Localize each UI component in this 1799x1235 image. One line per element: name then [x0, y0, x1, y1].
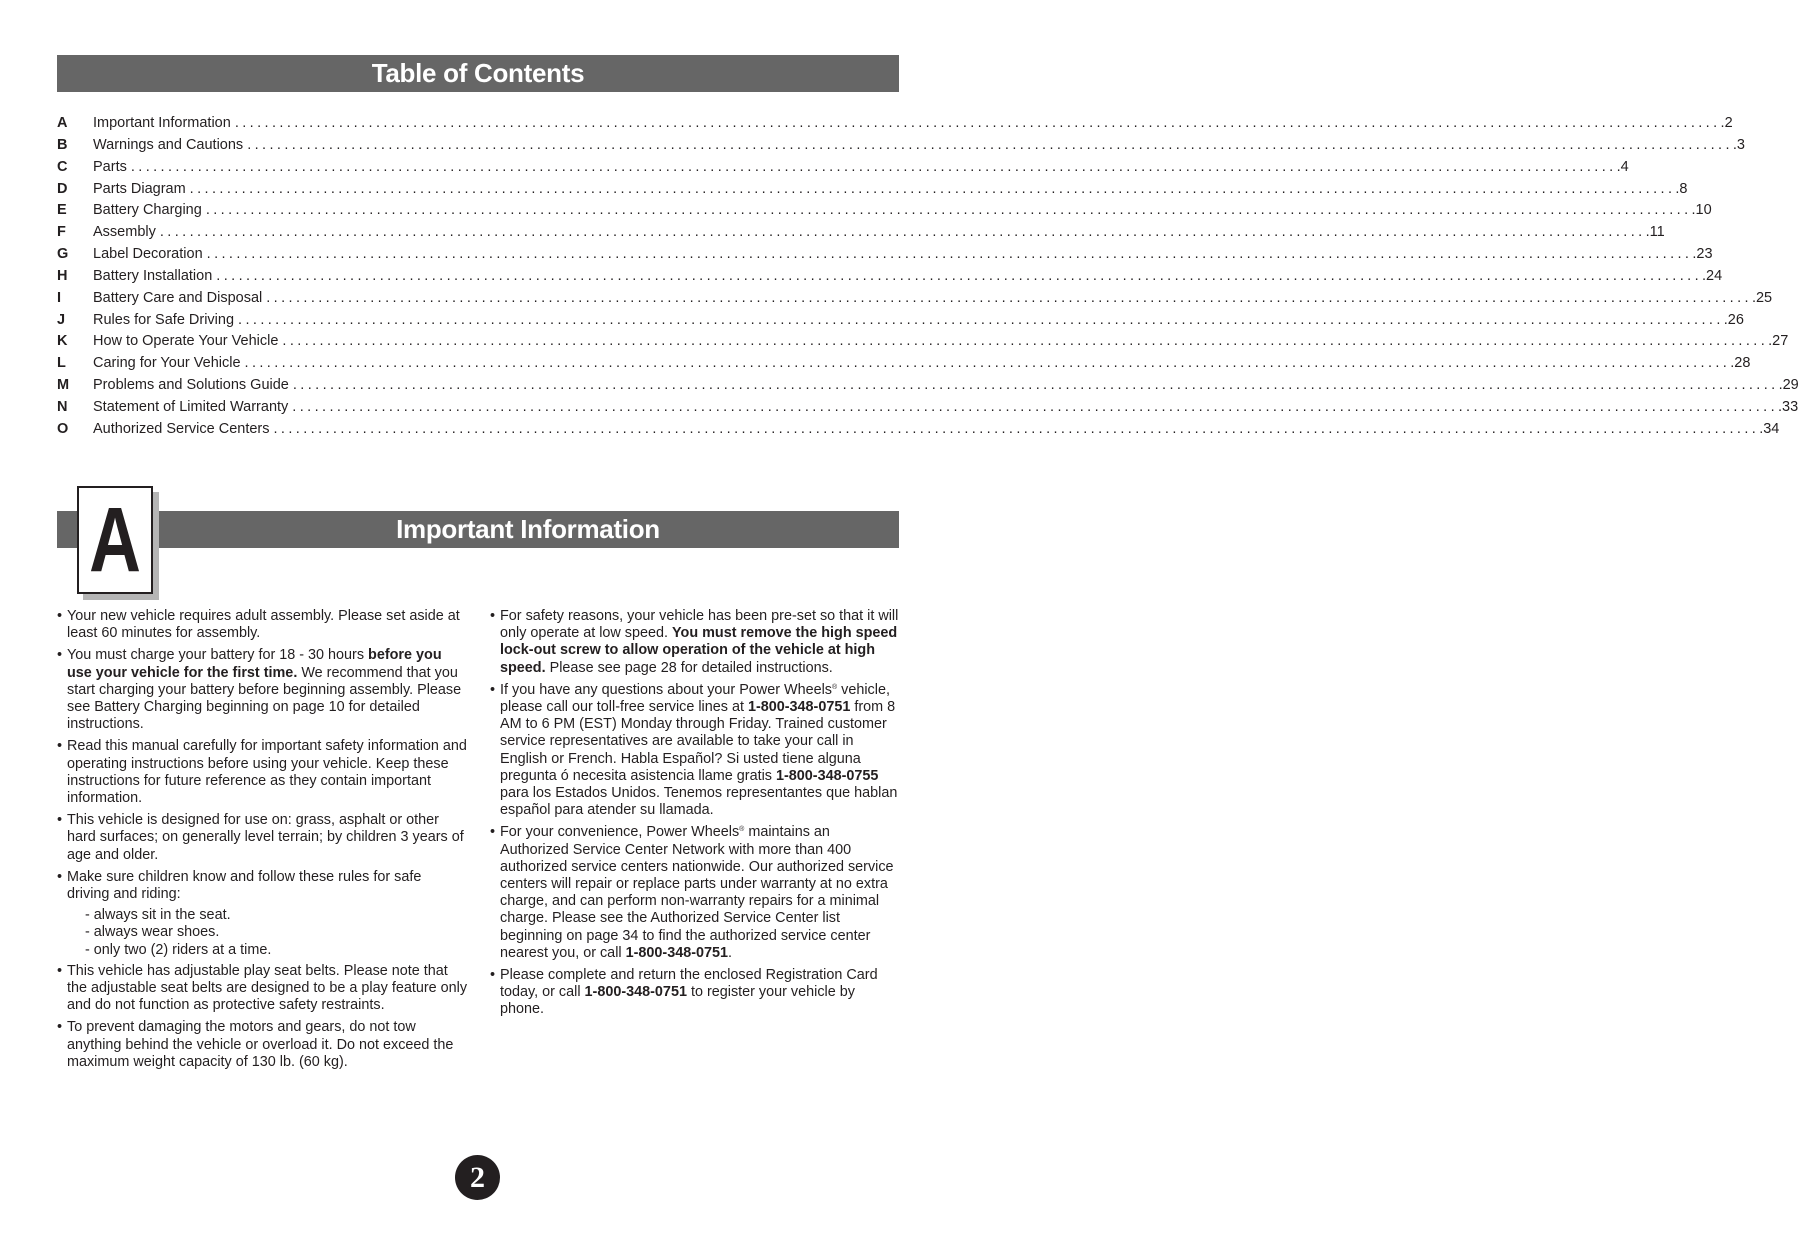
- toc-entry: [57, 311, 1744, 334]
- bullet-bold-text: before you use your vehicle for the first time.: [67, 647, 442, 681]
- toc-entry: [57, 180, 1688, 203]
- toc-entry-title: Authorized Service Centers: [93, 420, 270, 437]
- list-item: [490, 824, 900, 962]
- toc-leader-dots: ........................................................................................................................................................................................................: [266, 289, 1752, 306]
- safety-rules-sublist: [57, 907, 467, 959]
- toc-entry-title: Problems and Solutions Guide: [93, 377, 289, 394]
- toc-entry-letter: K: [57, 333, 68, 350]
- right-column: [490, 608, 900, 1024]
- toc-entry-page: .4: [1616, 158, 1629, 175]
- toc-entry-page: .8: [1675, 180, 1688, 197]
- toc-leader-dots: ........................................................................................................................................................................................................: [189, 180, 1676, 197]
- toc-entry: [57, 224, 1665, 246]
- toc-heading-banner: [57, 55, 899, 92]
- bullet-text: from 8 AM to 6 PM (EST) Monday through Friday. Trained customer service representatives are available to take your call in English or French. Habla Español? Si usted tiene alguna pregunta ó necesita asistencia llame gratis: [500, 699, 896, 784]
- toc-entry-title: How to Operate Your Vehicle: [93, 333, 279, 350]
- sub-item: - only two (2) riders at a time.: [85, 941, 272, 958]
- bullet-text: .: [728, 944, 733, 961]
- toc-entry-letter: L: [57, 355, 66, 372]
- toc-entry-letter: N: [57, 398, 68, 415]
- toc-leader-dots: ........................................................................................................................................................................................................: [292, 398, 1779, 415]
- bullet-text: Your new vehicle requires adult assembly. Please set aside at least 60 minutes for assembly.: [67, 608, 460, 642]
- section-letter-box: [77, 486, 153, 594]
- bullet-text: maintains an Authorized Service Center Network with more than 400 authorized service centers nationwide. Our authorized service centers will repair or replace parts under warranty at no extra charge, and can perform non-warranty repairs for a minimal charge. Please see the Authorized Service Center list beginning on page 34 to find the authorized service center nearest you, or call: [500, 824, 894, 961]
- toc-leader-dots: ........................................................................................................................................................................................................: [159, 224, 1646, 241]
- registered-mark: ®: [739, 826, 745, 834]
- toc-entry-title: Assembly: [93, 224, 156, 241]
- toc-entry: [57, 158, 1629, 181]
- phone-number: 1-800-348-0751: [584, 984, 687, 1001]
- toc-entry-letter: H: [57, 267, 68, 284]
- toc-entry-title: Battery Installation: [93, 267, 213, 284]
- bullet-text: vehicle, please call our toll-free service lines at: [500, 681, 890, 716]
- toc-leader-dots: ........................................................................................................................................................................................................: [216, 267, 1703, 284]
- list-item: [490, 608, 900, 677]
- bullet-text: You must charge your battery for 18 - 30 hours: [67, 647, 369, 664]
- toc-leader-dots: ........................................................................................................................................................................................................: [282, 333, 1769, 350]
- bullet-text: If you have any questions about your Power Wheels: [500, 681, 832, 698]
- bullet-text: For safety reasons, your vehicle has been pre-set so that it will only operate at low speed.: [500, 608, 899, 642]
- toc-entry: [57, 289, 1773, 312]
- left-column: [57, 608, 467, 1076]
- toc-entry-page: .28: [1730, 355, 1751, 372]
- toc-entry-letter: J: [57, 311, 66, 328]
- toc-leader-dots: ........................................................................................................................................................................................................: [273, 420, 1760, 437]
- list-item: [57, 963, 467, 1015]
- section-heading-banner: [57, 511, 899, 548]
- toc-entry-page: .33: [1778, 398, 1799, 415]
- list-item: [57, 608, 467, 642]
- toc-entry: [57, 115, 1733, 137]
- page-number: 2: [455, 1155, 500, 1200]
- section-letter: A: [89, 489, 141, 591]
- phone-number: 1-800-348-0751: [747, 699, 851, 716]
- toc-entry-page: .10: [1691, 202, 1712, 219]
- bullet-bold-text: You must remove the high speed lock-out screw to allow operation of the vehicle at high speed.: [500, 625, 898, 676]
- toc-entry-title: Battery Charging: [93, 202, 202, 219]
- toc-entry-title: Parts: [93, 158, 127, 175]
- toc-entry: [57, 136, 1745, 159]
- toc-entry-letter: C: [57, 158, 68, 175]
- toc-entry: [57, 333, 1789, 355]
- bullet-text: This vehicle is designed for use on: grass, asphalt or other hard surfaces; on generally level terrain; by children 3 years of age and older.: [67, 812, 464, 863]
- list-item: [490, 967, 900, 1019]
- toc-entry-letter: O: [57, 420, 69, 437]
- toc-entry-title: Rules for Safe Driving: [93, 311, 235, 328]
- sub-item: - always wear shoes.: [85, 924, 220, 941]
- bullet-text: Read this manual carefully for important safety information and operating instructions before using your vehicle. Keep these instructions for future reference as they contain important information.: [67, 738, 467, 807]
- bullet-text: Please complete and return the enclosed Registration Card today, or call: [500, 967, 878, 1001]
- toc-entry: [57, 202, 1712, 224]
- toc-entry: [57, 267, 1723, 290]
- toc-entry: [57, 420, 1780, 443]
- phone-number: 1-800-348-0751: [625, 944, 729, 961]
- toc-entry-page: .27: [1768, 333, 1789, 350]
- toc-entry-page: .34: [1759, 420, 1780, 437]
- toc-entry-title: Label Decoration: [93, 246, 203, 263]
- bullet-text: We recommend that you start charging your battery before beginning assembly. Please see Battery Charging beginning on page 10 for detailed instructions.: [67, 664, 462, 733]
- toc-heading: Table of Contents: [371, 58, 585, 88]
- bullet-text: This vehicle has adjustable play seat belts. Please note that the adjustable seat belts are designed to be a play feature only and do not function as protective safety restraints.: [67, 962, 468, 1014]
- list-item: [57, 738, 467, 807]
- toc-entry-page: .25: [1751, 289, 1773, 306]
- toc-entry-letter: I: [57, 289, 62, 306]
- toc-entry: [57, 355, 1751, 377]
- toc-leader-dots: ........................................................................................................................................................................................................: [205, 202, 1692, 219]
- toc-entry-letter: B: [57, 136, 68, 153]
- toc-entry-letter: D: [57, 180, 68, 197]
- toc-entry-letter: E: [57, 202, 67, 219]
- toc-entry-page: .29: [1778, 377, 1799, 394]
- bullet-text: To prevent damaging the motors and gears, do not tow anything behind the vehicle or overload it. Do not exceed the maximum weight capacity of 130 lb. (60 kg).: [67, 1019, 454, 1070]
- list-item: [57, 869, 467, 903]
- toc-entry-page: .26: [1723, 311, 1744, 328]
- bullet-text: to register your vehicle by phone.: [500, 984, 855, 1018]
- toc-entry-page: .24: [1702, 267, 1723, 284]
- toc-entry-letter: A: [57, 115, 68, 131]
- toc-entry: [57, 377, 1799, 399]
- toc-entry: [57, 246, 1713, 268]
- toc-leader-dots: ........................................................................................................................................................................................................: [130, 158, 1617, 175]
- toc-leader-dots: ........................................................................................................................................................................................................: [234, 115, 1721, 131]
- list-item: [57, 1019, 467, 1071]
- sub-item: - always sit in the seat.: [85, 907, 231, 924]
- toc-entry-page: .23: [1692, 246, 1713, 263]
- bullet-text: Please see page 28 for detailed instructions.: [545, 659, 833, 676]
- bullet-text: For your convenience, Power Wheels: [500, 824, 740, 841]
- toc-entry-letter: M: [57, 377, 70, 394]
- toc-entry-title: Battery Care and Disposal: [93, 289, 263, 306]
- toc-entry-letter: G: [57, 246, 69, 263]
- phone-number: 1-800-348-0755: [775, 767, 879, 784]
- toc-entry-title: Statement of Limited Warranty: [93, 398, 289, 415]
- list-item: [57, 812, 467, 864]
- toc-leader-dots: ........................................................................................................................................................................................................: [247, 136, 1733, 153]
- list-item: [490, 682, 900, 820]
- toc-entry-page: .3: [1732, 136, 1745, 153]
- toc-entry-title: Caring for Your Vehicle: [93, 355, 241, 372]
- toc-leader-dots: ........................................................................................................................................................................................................: [292, 377, 1779, 394]
- toc-leader-dots: ........................................................................................................................................................................................................: [238, 311, 1724, 328]
- toc-leader-dots: ........................................................................................................................................................................................................: [244, 355, 1731, 372]
- section-heading: Important Information: [396, 514, 660, 544]
- toc-entry: [57, 398, 1799, 421]
- toc-entry-page: .2: [1720, 115, 1733, 131]
- toc-entry-title: Important Information: [93, 115, 231, 131]
- toc-entry-title: Parts Diagram: [93, 180, 186, 197]
- list-item: [57, 647, 467, 733]
- toc-entry-title: Warnings and Cautions: [93, 136, 244, 153]
- toc-entry-letter: F: [57, 224, 66, 241]
- toc-leader-dots: ........................................................................................................................................................................................................: [206, 246, 1693, 263]
- bullet-text: para los Estados Unidos. Tenemos representantes que hablan español para atender su llamada.: [500, 785, 898, 819]
- toc-list: [57, 115, 1799, 443]
- toc-entry-page: .11: [1645, 224, 1665, 241]
- bullet-text: Make sure children know and follow these rules for safe driving and riding:: [67, 868, 422, 903]
- registered-mark: ®: [831, 683, 838, 691]
